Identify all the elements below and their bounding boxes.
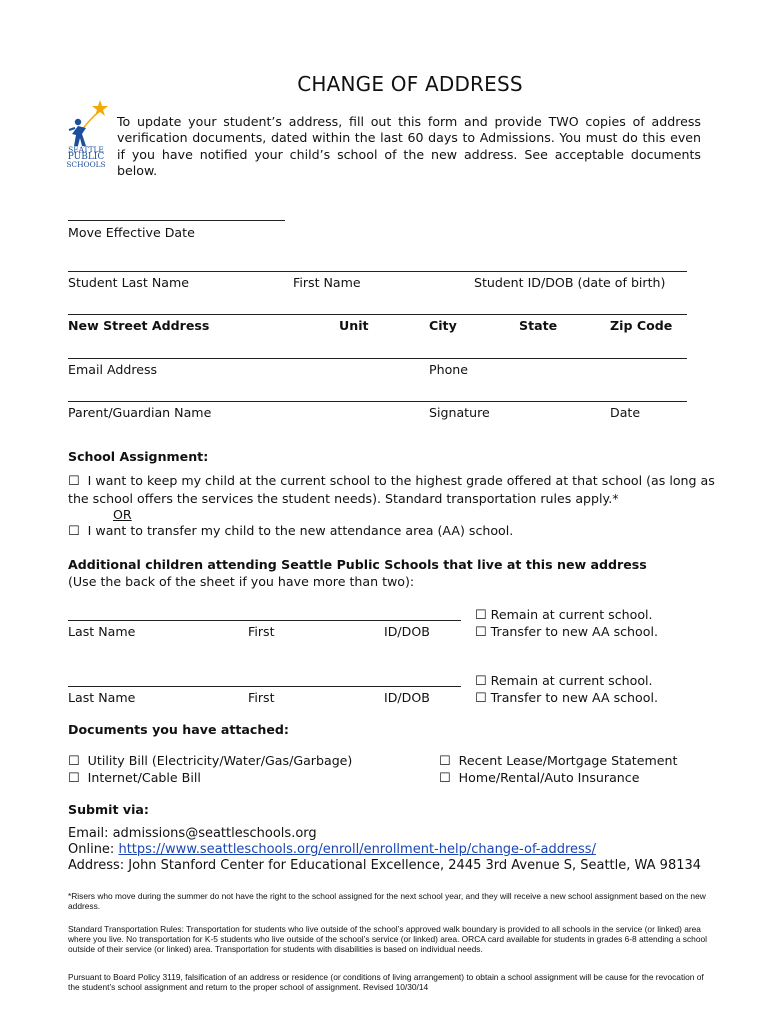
submit-online: Online: https://www.seattleschools.org/enroll/enrollment-help/change-of-address/ — [68, 842, 596, 857]
doc-utility-bill-checkbox[interactable]: ☐ — [68, 754, 80, 769]
child2-line[interactable] — [68, 686, 461, 687]
additional-children-subheading: (Use the back of the sheet if you have more than two): — [68, 574, 415, 589]
signature-label: Signature — [429, 405, 490, 420]
child2-last-name-label: Last Name — [68, 690, 136, 705]
phone-label: Phone — [429, 362, 469, 377]
doc-utility-bill: ☐ Utility Bill (Electricity/Water/Gas/Garbage) — [68, 753, 353, 769]
parent-line[interactable] — [68, 401, 687, 402]
child1-remain-checkbox[interactable]: ☐ — [475, 608, 487, 623]
student-last-name-label: Student Last Name — [68, 275, 189, 290]
board-policy-footnote: Pursuant to Board Policy 3119, falsification of an address or residence (or conditions of living arrangement) to obtain a school assignment will be cause for the revocation of the student’s school assignment and return to the proper school of assignment. Revised 10/30/14 — [68, 972, 704, 993]
submit-address: Address: John Stanford Center for Educational Excellence, 2445 3rd Avenue S, Seattle, WA 98134 — [68, 858, 702, 873]
parent-guardian-name-label: Parent/Guardian Name — [68, 405, 212, 420]
transportation-footnote: Standard Transportation Rules: Transportation for students who live outside of the school’s approved walk boundary is provided to all schools in the service (or linked) area where you live. No transportation for K-5 students who live outside of the school’s service (or linked) area. ORCA card available for students in grades 6-8 attending a school outside of their service (or linked) area. Transportation for students with disabilities is based on individual needs. — [68, 924, 708, 955]
address-line[interactable] — [68, 314, 687, 315]
transfer-school-text: I want to transfer my child to the new attendance area (AA) school. — [87, 523, 514, 538]
first-name-label: First Name — [293, 275, 361, 290]
city-label: City — [429, 318, 457, 333]
child1-last-name-label: Last Name — [68, 624, 136, 639]
child1-first-label: First — [248, 624, 275, 639]
child1-transfer-checkbox[interactable]: ☐ — [475, 625, 487, 640]
intro-paragraph: To update your student’s address, fill out this form and provide TWO copies of address verification documents, dated within the last 60 days to Admissions. You must do this even if you have notified your child’s school of the new address. See acceptable documents below. — [117, 114, 701, 179]
doc-internet-bill-checkbox[interactable]: ☐ — [68, 771, 80, 786]
move-date-line[interactable] — [68, 220, 285, 221]
submit-email: Email: admissions@seattleschools.org — [68, 826, 317, 841]
student-id-dob-label: Student ID/DOB (date of birth) — [474, 275, 666, 290]
child2-remain-checkbox[interactable]: ☐ — [475, 674, 487, 689]
school-assignment-heading: School Assignment: — [68, 449, 209, 464]
email-address-label: Email Address — [68, 362, 158, 377]
change-of-address-link[interactable]: https://www.seattleschools.org/enroll/enrollment-help/change-of-address/ — [118, 842, 596, 857]
email-line[interactable] — [68, 358, 687, 359]
doc-insurance-checkbox[interactable]: ☐ — [439, 771, 451, 786]
zip-code-label: Zip Code — [610, 318, 673, 333]
doc-lease-statement: ☐ Recent Lease/Mortgage Statement — [439, 753, 678, 769]
keep-school-checkbox[interactable]: ☐ — [68, 474, 80, 489]
doc-insurance: ☐ Home/Rental/Auto Insurance — [439, 770, 640, 786]
keep-school-text: I want to keep my child at the current school to the highest grade offered at that school (as long as the school offers the services the student needs). Standard transportation rules apply.* — [68, 473, 715, 506]
new-street-address-label: New Street Address — [68, 318, 210, 333]
page-title: CHANGE OF ADDRESS — [297, 72, 523, 96]
child1-id-dob-label: ID/DOB — [384, 624, 430, 639]
child2-transfer-option: ☐ Transfer to new AA school. — [475, 690, 658, 706]
risers-footnote: *Risers who move during the summer do not have the right to the school assigned for the next school year, and they will receive a new school assignment based on the new address. — [68, 891, 706, 912]
date-label: Date — [610, 405, 641, 420]
doc-lease-statement-checkbox[interactable]: ☐ — [439, 754, 451, 769]
documents-heading: Documents you have attached: — [68, 722, 289, 737]
child2-id-dob-label: ID/DOB — [384, 690, 430, 705]
child2-transfer-checkbox[interactable]: ☐ — [475, 691, 487, 706]
child1-remain-option: ☐ Remain at current school. — [475, 607, 653, 623]
keep-school-option — [68, 472, 718, 507]
seattle-public-schools-logo — [62, 100, 110, 180]
transfer-school-option — [68, 523, 513, 539]
child1-line[interactable] — [68, 620, 461, 621]
move-effective-date-label: Move Effective Date — [68, 225, 195, 240]
logo-text: SEATTLE PUBLIC SCHOOLS — [66, 145, 106, 170]
child1-transfer-option: ☐ Transfer to new AA school. — [475, 624, 658, 640]
additional-children-heading: Additional children attending Seattle Public Schools that live at this new address — [68, 557, 647, 572]
doc-internet-bill: ☐ Internet/Cable Bill — [68, 770, 201, 786]
state-label: State — [519, 318, 558, 333]
transfer-school-checkbox[interactable]: ☐ — [68, 524, 80, 539]
child2-first-label: First — [248, 690, 275, 705]
or-label: OR — [113, 507, 132, 522]
unit-label: Unit — [339, 318, 369, 333]
child2-remain-option: ☐ Remain at current school. — [475, 673, 653, 689]
submit-via-heading: Submit via: — [68, 802, 149, 817]
student-name-line[interactable] — [68, 271, 687, 272]
